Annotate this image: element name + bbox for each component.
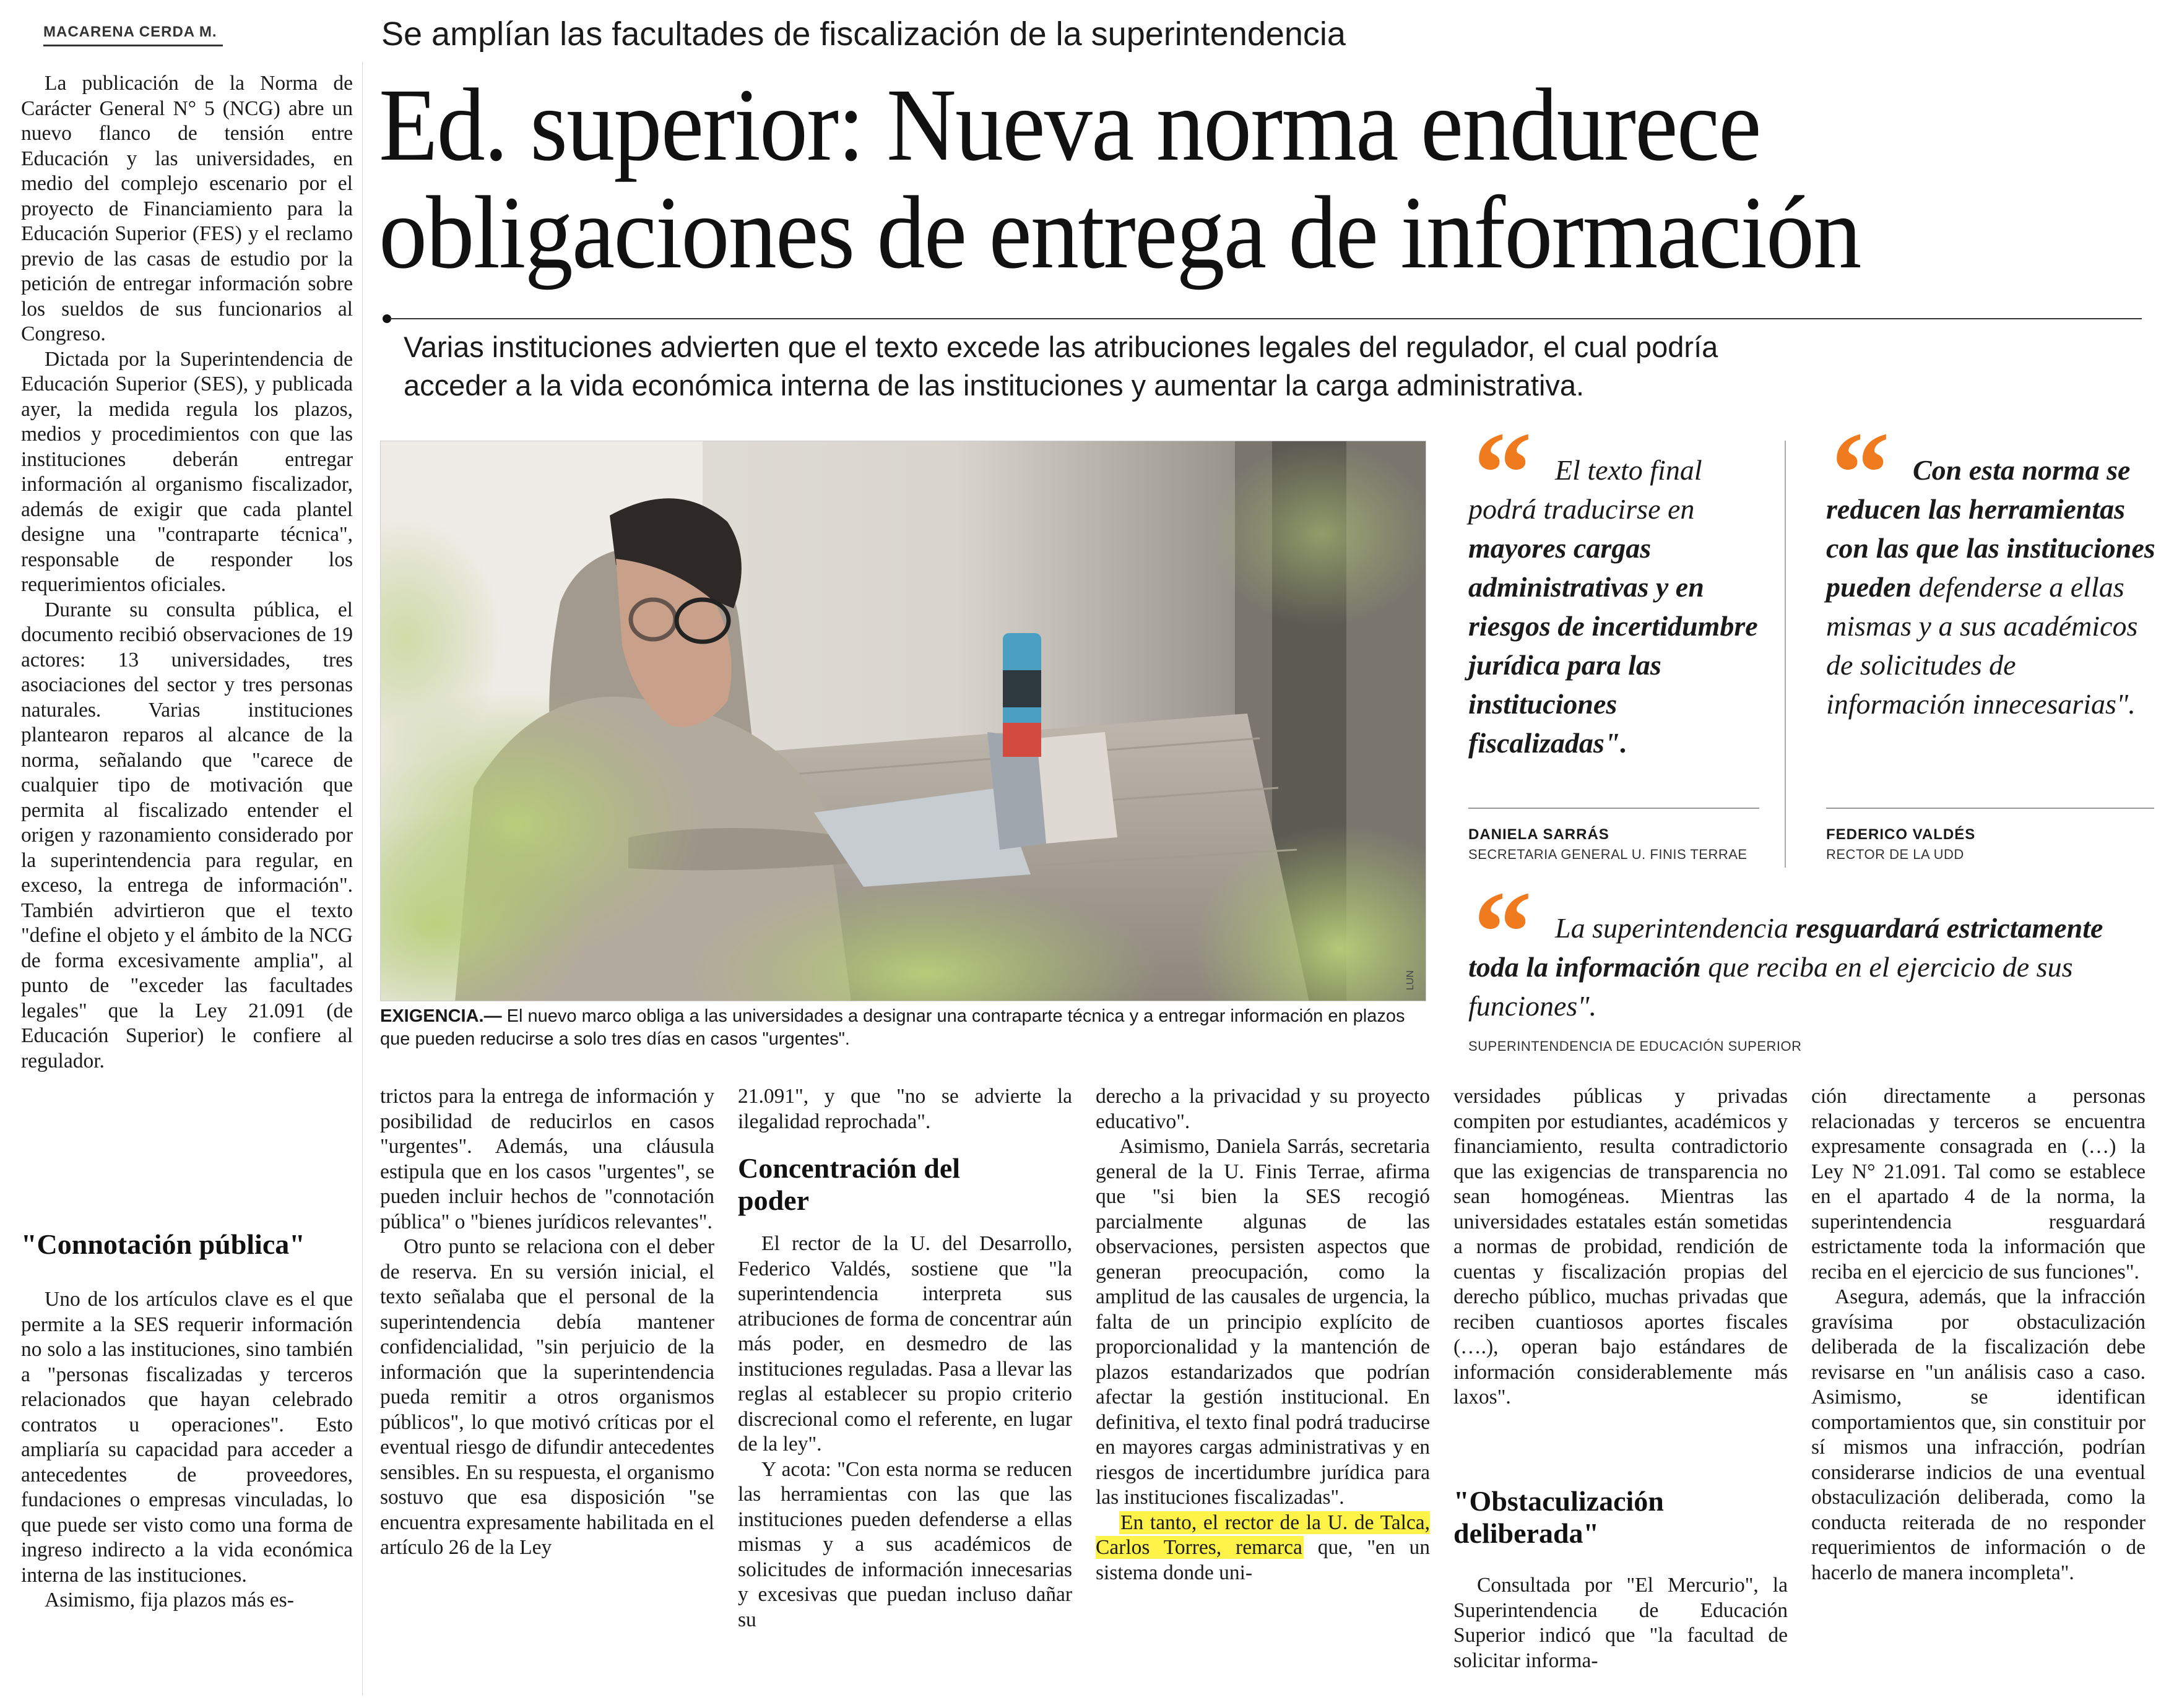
subhead-obstaculizacion: "Obstaculización deliberada"	[1453, 1485, 1664, 1549]
quote-1-role: SECRETARIA GENERAL U. FINIS TERRAE	[1468, 847, 1747, 862]
photo	[380, 441, 1426, 1001]
deck-line-1: Varias instituciones advierten que el texto excede las atribuciones legales del regulador, el cual podría	[404, 330, 1718, 363]
headline-line-2: obligaciones de entrega de información	[379, 175, 1861, 290]
deck-rule	[390, 318, 2142, 319]
highlighted-text: En tanto, el rector de la U. de Talca, Carlos Torres, remarca	[1096, 1511, 1430, 1559]
paragraph	[1096, 1511, 1430, 1586]
body-column-6	[1811, 1084, 2146, 1585]
paragraph: Consultada por "El Mercurio", la Superintendencia de Educación Superior indicó que "la facultad de solicitar informa-	[1453, 1574, 1788, 1672]
deck	[404, 328, 2137, 405]
quote-2-role: RECTOR DE LA UDD	[1826, 847, 1964, 862]
paragraph: Y acota: "Con esta norma se reducen las herramientas con las que las instituciones pueden defenderse a ellas mismas y a sus académicos de solicitudes de información innecesarias y excesivas que puedan incluso dañar su	[738, 1457, 1072, 1631]
quote-1-name: DANIELA SARRÁS	[1468, 826, 1609, 843]
subhead-connotacion: "Connotación pública"	[21, 1228, 305, 1260]
paragraph: versidades públicas y privadas compiten por estudiantes, académicos y financiamiento, resulta contradictorio que las exigencias de transparencia no sean homogéneas. Mientras las universidades estatales están sometidas a normas de probidad, rendición de cuentas y fiscalización propias del derecho público, muchas privadas que reciben cuantiosos aportes fiscales (….), operan bajo estándares de información considerablemente más laxos".	[1453, 1085, 1788, 1408]
paragraph: Otro punto se relaciona con el deber de reserva. En su versión inicial, el texto señalaba que el personal de la superintendencia debía mantener confidencialidad, "sin perjuicio de la información que la superintendencia pueda remitir a otros organismos públicos", lo que motivó críticas por el eventual riesgo de difundir antecedentes sensibles. En su respuesta, el organismo sostuvo que esa disposición "se encuentra expresamente habilitada en el artículo 26 de la Ley	[380, 1235, 714, 1559]
paragraph: Asegura, además, que la infracción gravísima por obstaculización deliberada de la fiscalización debe revisarse en "un análisis caso a caso. Asimismo, se identifican comportamientos que, sin constituir por sí mismos una infracción, podrían considerarse indicios de una eventual obstaculización deliberada, como la conducta reiterada de no responder requerimientos de información o de hacerlo de manera incompleta".	[1811, 1285, 2146, 1584]
caption-text: El nuevo marco obliga a las universidades a designar una contraparte técnica y a entregar información en plazos que pueden reducirse a solo tres días en casos "urgentes".	[380, 1006, 1405, 1049]
quote-icon: “	[1473, 427, 1532, 495]
photo-credit: LUN	[1405, 970, 1416, 990]
quote-1-rule	[1468, 808, 1759, 809]
quote-3-text: La superintendencia resguardará estrictamente toda la información que reciba en el ejercicio de sus funciones".	[1468, 912, 2103, 1022]
paragraph: Asimismo, fija plazos más es-	[45, 1589, 294, 1611]
quote-icon: “	[1831, 427, 1890, 495]
body-column-3b	[738, 1231, 1072, 1633]
quote-divider	[1785, 441, 1786, 868]
quote-2-rule	[1826, 808, 2154, 809]
text-tail: que, "en un sistema donde uni-	[1096, 1536, 1430, 1584]
body-column-5	[1453, 1084, 1788, 1410]
paragraph: Asimismo, Daniela Sarrás, secretaria general de la U. Finis Terrae, afirma que "si bien la SES recogió parcialmente algunas de las observaciones, persisten aspectos que generan preocupación, como la amplitud de las causales de urgencia, la falta de un principio explícito de proporcionalidad y la mantención de plazos estandarizados que podrían afectar la gestión institucional. En definitiva, el texto final podrá traducirse en mayores cargas administrativas y en riesgos de incertidumbre jurídica para las instituciones fiscalizadas".	[1096, 1135, 1430, 1509]
body-column-2	[380, 1084, 714, 1561]
body-column-1	[21, 71, 353, 1074]
body-column-1b	[21, 1287, 353, 1613]
paragraph: ción directamente a personas relacionadas y terceros se encuentra expresamente consagrada en (…) la Ley N° 21.091. Tal como se establece en el apartado 4 de la norma, la superintendencia resguardará estrictamente toda la información que reciba en el ejercicio de sus funciones".	[1811, 1085, 2146, 1283]
kicker: Se amplían las facultades de fiscalización de la superintendencia	[381, 15, 1346, 53]
quote-3-source: SUPERINTENDENCIA DE EDUCACIÓN SUPERIOR	[1468, 1038, 1802, 1054]
subhead-concentracion: Concentración del poder	[738, 1152, 961, 1216]
paragraph: Dictada por la Superintendencia de Educación Superior (SES), y publicada ayer, la medida regula los plazos, medios y procedimientos con que las instituciones deberán entregar información al organismo fiscalizador, además de exigir que cada plantel designe una "contraparte técnica", responsable de responder los requerimientos oficiales.	[21, 347, 353, 596]
byline: MACARENA CERDA M.	[43, 24, 217, 40]
paragraph: Uno de los artículos clave es el que permite a la SES requerir información no solo a las instituciones, sino también a "personas fiscalizadas y terceros relacionados que hayan celebrado contratos u operaciones". Esto ampliaría su capacidad para acceder a antecedentes de proveedores, fundaciones o empresas vinculadas, lo que puede ser visto como una forma de ingreso indirecto a la vida económica interna de las instituciones.	[21, 1288, 353, 1587]
body-column-4	[1096, 1084, 1430, 1585]
deck-line-2: acceder a la vida económica interna de las instituciones y aumentar la carga administrativa.	[404, 369, 1585, 402]
paragraph: El rector de la U. del Desarrollo, Federico Valdés, sostiene que "la superintendencia interpreta sus atribuciones de forma de concentrar aún más poder, en desmedro de las instituciones reguladas. Pasa a llevar las reglas al establecer su propio criterio discrecional como el referente, en lugar de la ley".	[738, 1232, 1072, 1456]
paragraph: trictos para la entrega de información y posibilidad de reducirlos en casos "urgentes". Además, una cláusula estipula que en los casos "urgentes", se pueden incluir hechos de "connotación pública" o "bienes jurídicos relevantes".	[380, 1085, 714, 1233]
headline-line-1: Ed. superior: Nueva norma endurece	[379, 67, 1760, 183]
column-divider	[362, 62, 363, 1696]
quote-2-text: Con esta norma se reducen las herramientas con las que las instituciones pueden defenderse a ellas mismas y a sus académicos de solicitudes de información innecesarias".	[1826, 454, 2155, 720]
caption-label: EXIGENCIA.—	[380, 1006, 502, 1026]
quote-2-name: FEDERICO VALDÉS	[1826, 826, 1976, 843]
byline-rule	[43, 45, 223, 46]
paragraph: Durante su consulta pública, el documento recibió observaciones de 19 actores: 13 universidades, tres asociaciones del sector y tres personas naturales. Varias instituciones plantearon reparos al alcance de la norma, señalando que "carece de cualquier tipo de motivación que permita al fiscalizado entender el origen y razonamiento considerado por la superintendencia para regular, en exceso, la entrega de información". También advirtieron que el texto "define el objeto y el ámbito de la NCG de forma excesivamente amplia", al punto de "exceder las facultades legales" que la Ley 21.091 (de Educación Superior) le confiere al regulador.	[21, 598, 353, 1072]
paragraph: derecho a la privacidad y su proyecto educativo".	[1096, 1085, 1430, 1133]
body-column-5b	[1453, 1573, 1788, 1673]
paragraph: 21.091", y que "no se advierte la ilegalidad reprochada".	[738, 1085, 1072, 1133]
body-column-3	[738, 1084, 1072, 1134]
paragraph: La publicación de la Norma de Carácter General N° 5 (NCG) abre un nuevo flanco de tensión entre Educación y las universidades, en medio del complejo escenario por el proyecto de Financiamiento para la Educación Superior (FES) y el reclamo previo de las casas de estudio por la petición de entregar información sobre los sueldos de sus funcionarios al Congreso.	[21, 72, 353, 345]
photo-student-laptop	[381, 441, 1426, 1001]
quote-icon: “	[1473, 886, 1532, 954]
photo-caption	[380, 1005, 1426, 1051]
quote-1-text: El texto final podrá traducirse en mayores cargas administrativas y en riesgos de incertidumbre jurídica para las instituciones fiscalizadas".	[1468, 454, 1758, 759]
